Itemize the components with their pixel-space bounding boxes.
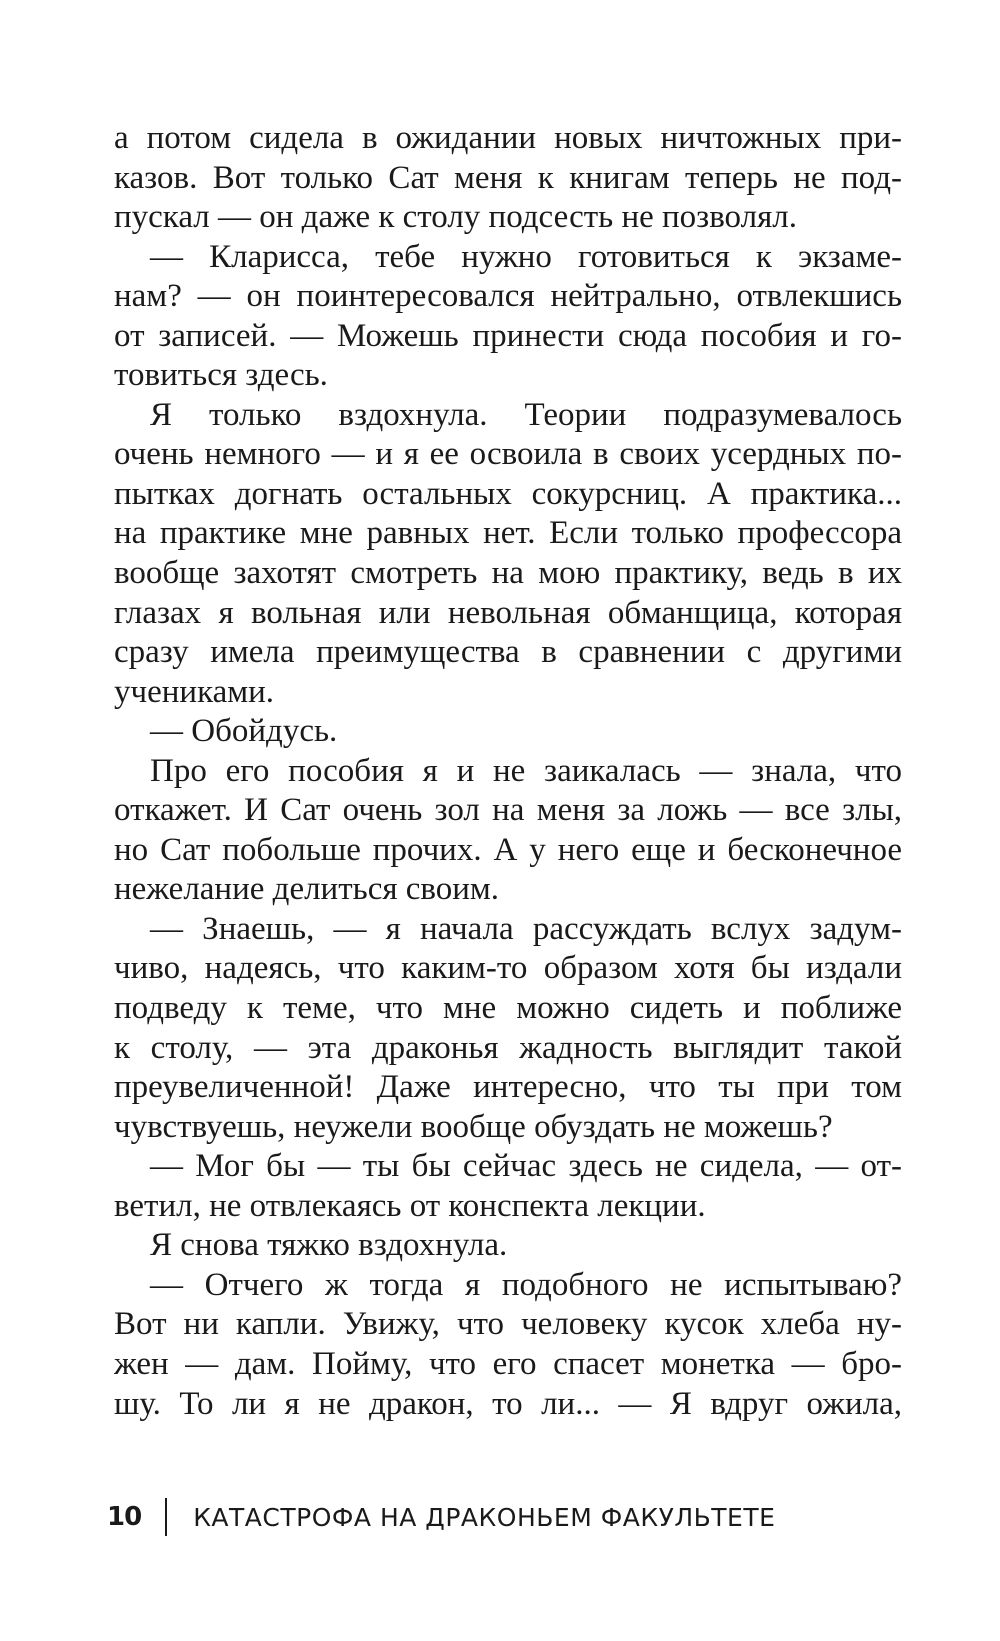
text-line: преувеличенной! Даже интересно, что ты при том [114,1069,902,1106]
text-line: очень немного — и я ее освоила в своих усердных по- [114,436,902,473]
text-line: — Кларисса, тебе нужно готовиться к экзаме- [150,238,902,275]
text-line: вообще захотят смотреть на мою практику, ведь в их [114,555,902,592]
page-footer [107,1497,775,1537]
text-line: — Отчего ж тогда я подобного не испытываю? [150,1266,902,1303]
footer-divider [165,1498,167,1536]
text-line: откажет. И Сат очень зол на меня за ложь — все злы, [114,792,902,829]
text-line: Я только вздохнула. Теории подразумевалось [150,396,902,433]
text-line: — Обойдусь. [150,713,338,750]
text-line: учениками. [114,673,275,710]
text-line: — Знаешь, — я начала рассуждать вслух задум- [150,910,902,947]
text-line: Вот ни капли. Увижу, что человеку кусок хлеба ну- [114,1306,902,1343]
text-line: сразу имела преимущества в сравнении с другими [114,634,902,671]
text-line: пускал — он даже к столу подсесть не позволял. [114,199,797,236]
text-line: но Сат побольше прочих. А у него еще и бесконечное [114,831,902,868]
text-line: ветил, не отвлекаясь от конспекта лекции. [114,1187,706,1224]
text-line: Про его пособия я и не заикалась — знала, что [150,752,902,789]
text-line: от записей. — Можешь принести сюда пособия и го- [114,317,902,354]
text-line: на практике мне равных нет. Если только профессора [114,515,902,552]
page-body-text [114,119,902,1424]
text-line: жен — дам. Пойму, что его спасет монетка — бро- [114,1345,902,1382]
text-line: нам? — он поинтересовался нейтрально, отвлекшись [114,278,902,315]
text-line: товиться здесь. [114,357,328,394]
text-line: нежелание делиться своим. [114,871,500,908]
text-line: казов. Вот только Сат меня к книгам теперь не под- [114,159,902,196]
text-line: шу. То ли я не дракон, то ли... — Я вдруг ожила, [114,1385,902,1422]
text-line: пытках догнать остальных сокурсниц. А практика... [114,475,902,512]
text-line: глазах я вольная или невольная обманщица, которая [114,594,902,631]
running-title: КАТАСТРОФА НА ДРАКОНЬЕМ ФАКУЛЬТЕТЕ [193,1502,776,1532]
text-line: — Мог бы — ты бы сейчас здесь не сидела, — от- [150,1148,902,1185]
text-line: Я снова тяжко вздохнула. [150,1227,508,1264]
text-line: а потом сидела в ожидании новых ничтожных при- [114,120,902,156]
text-line: чувствуешь, неужели вообще обуздать не можешь? [114,1108,833,1145]
text-line: к столу, — эта драконья жадность выглядит такой [114,1029,902,1066]
page-number: 10 [107,1502,142,1532]
text-line: подведу к теме, что мне можно сидеть и поближе [114,990,902,1027]
text-line: чиво, надеясь, что каким-то образом хотя бы издали [114,950,902,987]
